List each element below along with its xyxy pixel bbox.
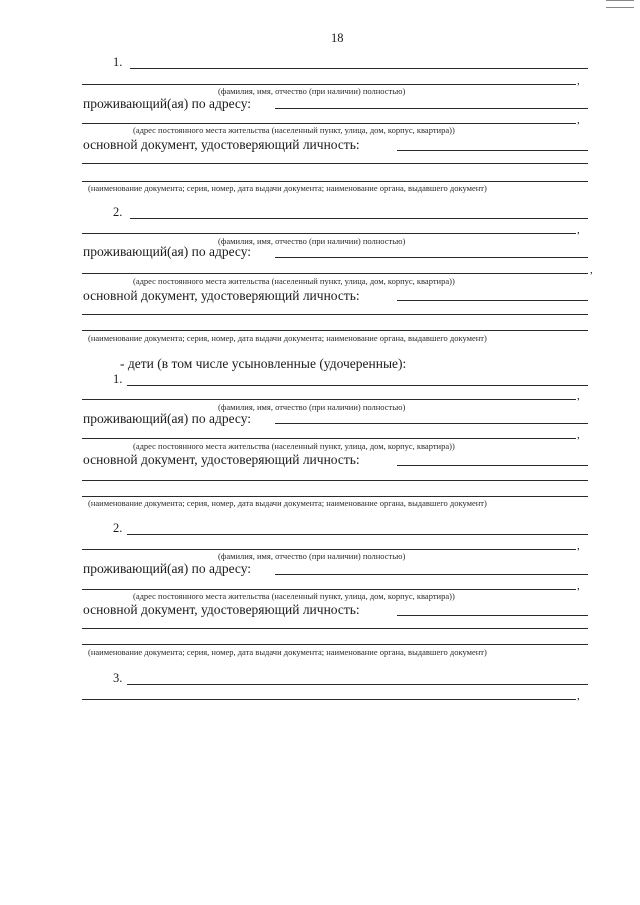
fio-field-line[interactable] <box>130 68 588 69</box>
page-number: 18 <box>331 31 344 45</box>
document-caption: (наименование документа; серия, номер, дата выдачи документа; наименование органа, выдавшего документ) <box>88 333 487 343</box>
document-caption: (наименование документа; серия, номер, дата выдачи документа; наименование органа, выдавшего документ) <box>88 647 487 657</box>
address-field-line[interactable] <box>275 108 588 109</box>
comma: , <box>577 540 580 552</box>
document-caption: (наименование документа; серия, номер, дата выдачи документа; наименование органа, выдавшего документ) <box>88 183 487 193</box>
comma: , <box>590 264 593 276</box>
comma: , <box>577 429 580 441</box>
residing-label: проживающий(ая) по адресу: <box>83 96 252 111</box>
address-caption: (адрес постоянного места жительства (населенный пункт, улица, дом, корпус, квартира)) <box>133 591 455 601</box>
address-field-line-2[interactable] <box>82 438 576 439</box>
address-field-line[interactable] <box>275 423 588 424</box>
fio-caption: (фамилия, имя, отчество (при наличии) полностью) <box>218 86 406 96</box>
document-label: основной документ, удостоверяющий личность: <box>83 452 360 467</box>
document-field-line[interactable] <box>397 615 588 616</box>
document-field-line[interactable] <box>397 300 588 301</box>
address-field-line[interactable] <box>275 257 588 258</box>
comma: , <box>577 114 580 126</box>
document-label: основной документ, удостоверяющий личность: <box>83 137 360 152</box>
comma: , <box>577 224 580 236</box>
document-field-line-2[interactable] <box>82 163 588 164</box>
address-caption: (адрес постоянного места жительства (населенный пункт, улица, дом, корпус, квартира)) <box>133 441 455 451</box>
document-field-line-3[interactable] <box>82 330 588 331</box>
fio-field-line-2[interactable] <box>82 549 576 550</box>
address-field-line-2[interactable] <box>82 273 588 274</box>
entry-number: 1. <box>113 372 123 386</box>
document-field-line-3[interactable] <box>82 496 588 497</box>
fio-field-line[interactable] <box>127 534 588 535</box>
document-field-line-2[interactable] <box>82 480 588 481</box>
entry-number: 3. <box>113 671 123 685</box>
entry-number: 2. <box>113 205 123 219</box>
fio-caption: (фамилия, имя, отчество (при наличии) полностью) <box>218 402 406 412</box>
scan-corner-mark <box>606 0 634 8</box>
address-caption: (адрес постоянного места жительства (населенный пункт, улица, дом, корпус, квартира)) <box>133 276 455 286</box>
residing-label: проживающий(ая) по адресу: <box>83 411 252 426</box>
document-field-line-2[interactable] <box>82 314 588 315</box>
address-caption: (адрес постоянного места жительства (населенный пункт, улица, дом, корпус, квартира)) <box>133 125 455 135</box>
fio-field-line[interactable] <box>127 684 588 685</box>
address-field-line[interactable] <box>275 574 588 575</box>
document-field-line-3[interactable] <box>82 644 588 645</box>
comma: , <box>577 75 580 87</box>
residing-label: проживающий(ая) по адресу: <box>83 561 252 576</box>
comma: , <box>577 580 580 592</box>
address-field-line-2[interactable] <box>82 589 576 590</box>
document-field-line-3[interactable] <box>82 181 588 182</box>
document-field-line[interactable] <box>397 150 588 151</box>
entry-number: 1. <box>113 55 123 69</box>
fio-field-line-2[interactable] <box>82 699 576 700</box>
comma: , <box>577 690 580 702</box>
document-label: основной документ, удостоверяющий личность: <box>83 288 360 303</box>
document-field-line-2[interactable] <box>82 628 588 629</box>
children-heading: - дети (в том числе усыновленные (удочеренные): <box>120 356 407 371</box>
fio-field-line[interactable] <box>130 218 588 219</box>
document-caption: (наименование документа; серия, номер, дата выдачи документа; наименование органа, выдавшего документ) <box>88 498 487 508</box>
fio-field-line-2[interactable] <box>82 84 576 85</box>
fio-caption: (фамилия, имя, отчество (при наличии) полностью) <box>218 551 406 561</box>
fio-field-line[interactable] <box>127 385 588 386</box>
residing-label: проживающий(ая) по адресу: <box>83 244 252 259</box>
document-field-line[interactable] <box>397 465 588 466</box>
address-field-line-2[interactable] <box>82 123 576 124</box>
comma: , <box>577 390 580 402</box>
fio-field-line-2[interactable] <box>82 399 576 400</box>
fio-field-line-2[interactable] <box>82 233 576 234</box>
document-label: основной документ, удостоверяющий личность: <box>83 602 360 617</box>
entry-number: 2. <box>113 521 123 535</box>
fio-caption: (фамилия, имя, отчество (при наличии) полностью) <box>218 236 406 246</box>
